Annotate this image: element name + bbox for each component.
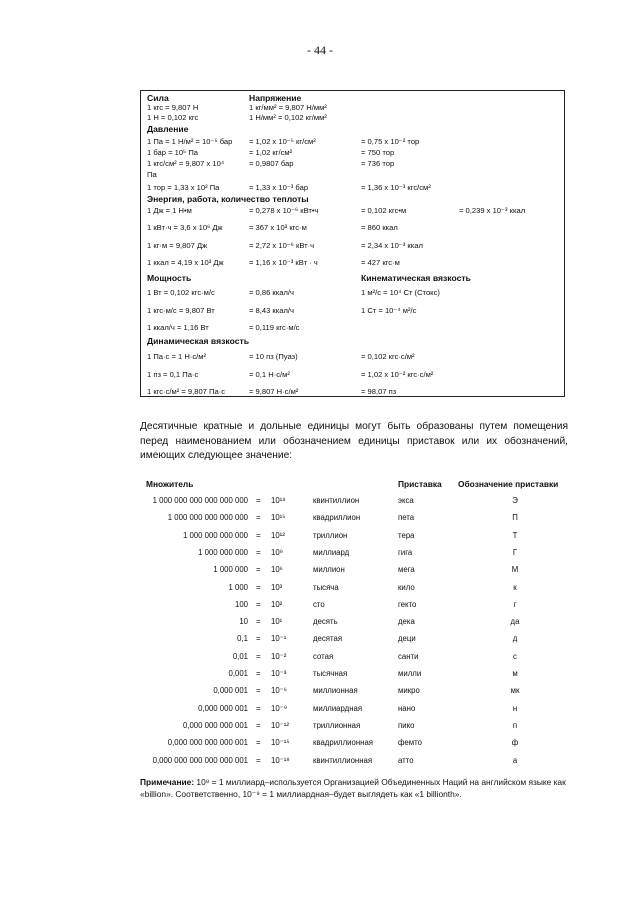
prefix-cell: дека <box>398 617 415 627</box>
multiplier-cell: 1 000 000 <box>213 565 248 575</box>
power-cell: 10⁹ <box>271 547 284 557</box>
conversion-cell: = 0,119 кгс·м/с <box>249 323 300 332</box>
prefix-header: Приставка <box>398 479 442 489</box>
conversion-cell: 1 ккал/ч = 1,16 Вт <box>147 323 209 332</box>
conversion-cell: = 0,239 x 10⁻³ ккал <box>459 206 526 215</box>
conversion-cell: = 0,86 ккал/ч <box>249 288 294 297</box>
symbol-cell: м <box>512 669 518 678</box>
table-row <box>140 738 568 754</box>
symbol-cell: Г <box>512 547 518 557</box>
conversion-cell: = 2,34 x 10⁻³ ккал <box>361 241 423 250</box>
conversion-cell: 1 Па = 1 Н/м² = 10⁻⁵ бар <box>147 137 233 146</box>
conversion-cell: 1 кг/мм² = 9,807 Н/мм² <box>249 103 327 112</box>
symbol-cell: с <box>513 651 517 661</box>
multiplier-cell: 1 000 000 000 000 000 <box>167 513 248 523</box>
conversion-cell: 1 кВт·ч = 3,6 x 10⁶ Дж <box>147 223 223 232</box>
conversion-cell: = 1,02 кг/см² <box>249 148 293 157</box>
conversion-cell: 1 кгс·м/с = 9,807 Вт <box>147 306 215 315</box>
name-cell: десятая <box>313 634 343 644</box>
conversion-cell: 1 Вт = 0,102 кгс·м/с <box>147 288 215 297</box>
prefix-cell: милли <box>398 669 422 678</box>
equals-cell: = <box>256 547 261 557</box>
name-cell: сто <box>313 599 325 609</box>
prefix-cell: мега <box>398 565 415 575</box>
equals-cell: = <box>256 738 261 748</box>
name-cell: триллион <box>313 530 348 540</box>
equals-cell: = <box>256 599 261 609</box>
equals-cell: = <box>256 703 261 713</box>
multiplier-cell: 0,1 <box>237 634 248 644</box>
prefix-cell: гекто <box>398 599 417 609</box>
power-cell: 10⁻¹ <box>271 634 287 644</box>
prefix-cell: деци <box>398 634 416 644</box>
conversion-cell: = 1,02 x 10⁻² кгс·с/м² <box>361 370 434 379</box>
power-cell: 10² <box>271 599 283 609</box>
table-row <box>140 496 568 512</box>
multiplier-cell: 1 000 000 000 000 000 000 <box>152 496 248 505</box>
table-row <box>140 721 568 737</box>
conversion-cell: = 0,75 x 10⁻² тор <box>361 137 420 146</box>
table-row <box>140 669 568 685</box>
equals-cell: = <box>256 634 261 644</box>
prefix-cell: пико <box>398 720 415 730</box>
multiplier-header: Множитель <box>146 479 194 489</box>
multiplier-cell: 0,001 <box>228 669 248 678</box>
conversion-cell: = 1,33 x 10⁻³ бар <box>249 183 309 192</box>
intro-paragraph: Десятичные кратные и дольные единицы могут быть образованы путем помещения перед наименованием или обозначением единицы приставок или их обозначений, имеющих следующее значение: <box>140 421 568 461</box>
conversion-cell: 1 пз = 0,1 Па·с <box>147 370 199 379</box>
name-cell: квинтиллионная <box>313 755 373 765</box>
power-cell: 10⁶ <box>271 565 283 575</box>
symbol-cell: ф <box>511 738 519 748</box>
symbol-cell: к <box>513 582 517 592</box>
symbol-cell: Э <box>512 496 518 505</box>
power-cell: 10¹ <box>271 617 283 627</box>
table-row <box>140 756 568 772</box>
symbol-header: Обозначение приставки <box>458 479 559 489</box>
symbol-cell: н <box>512 703 518 713</box>
stress-header: Напряжение <box>249 93 302 103</box>
prefix-cell: кило <box>398 582 415 592</box>
conversion-cell: 1 Н = 0,102 кгс <box>147 113 199 122</box>
name-cell: десять <box>313 617 338 627</box>
prefix-cell: микро <box>398 686 420 696</box>
note-text: 10⁹ = 1 миллиард–используется Организацией Объединенных Наций на английском языке как «billion». Соответственно, 10⁻⁹ = 1 миллиардная–будет выглядеть как «1 billionth». <box>140 777 566 799</box>
name-cell: миллиард <box>313 547 350 557</box>
equals-cell: = <box>256 582 261 592</box>
prefix-cell: экса <box>398 496 414 505</box>
symbol-cell: Т <box>512 530 518 540</box>
symbol-cell: да <box>510 617 520 627</box>
conversion-cell: 1 Дж = 1 Н•м <box>147 206 192 215</box>
multiplier-cell: 0,000 001 <box>213 686 248 696</box>
table-row <box>140 652 568 668</box>
conversion-cell: = 98,07 пз <box>361 387 397 396</box>
kinematic-viscosity-header: Кинематическая вязкость <box>361 273 471 283</box>
equals-cell: = <box>256 530 261 540</box>
footnote <box>140 777 570 800</box>
conversion-cell: = 8,43 ккал/ч <box>249 306 294 315</box>
name-cell: тысяча <box>313 582 339 592</box>
conversion-cell: 1 Ст = 10⁻⁴ м²/с <box>361 306 417 315</box>
name-cell: квинтиллион <box>313 496 360 505</box>
prefix-cell: гига <box>398 547 413 557</box>
power-cell: 10¹⁸ <box>271 496 286 505</box>
prefix-cell: пета <box>398 513 415 523</box>
conversion-cell: 1 ккал = 4,19 x 10³ Дж <box>147 258 224 267</box>
conversion-cell: 1 тор = 1,33 x 10² Па <box>147 183 220 192</box>
multiplier-cell: 1 000 <box>228 582 248 592</box>
multiplier-cell: 0,000 000 000 000 000 001 <box>152 755 248 765</box>
name-cell: квадриллион <box>313 513 361 523</box>
page-number: - 44 - <box>307 43 333 57</box>
name-cell: триллионная <box>313 720 361 730</box>
table-row <box>140 617 568 633</box>
conversion-cell: = 1,16 x 10⁻³ кВт · ч <box>249 258 318 267</box>
power-cell: 10⁻² <box>271 651 287 661</box>
conversion-cell: = 1,02 x 10⁻⁵ кг/см² <box>249 137 316 146</box>
conversion-cell: = 0,9807 бар <box>249 159 294 168</box>
table-row <box>140 531 568 547</box>
conversion-cell: = 367 x 10³ кгс·м <box>249 223 307 232</box>
conversion-cell: 1 Па·с = 1 Н·с/м² <box>147 352 206 361</box>
equals-cell: = <box>256 651 261 661</box>
conversion-cell: 1 бар = 10⁵ Па <box>147 148 198 157</box>
table-row <box>140 704 568 720</box>
power-cell: 10⁻⁹ <box>271 703 288 713</box>
symbol-cell: М <box>511 565 519 575</box>
conversion-cell: = 0,102 кгс•м <box>361 206 407 215</box>
power-cell: 10⁻¹² <box>271 720 289 730</box>
conversion-cell: = 2,72 x 10⁻⁶ кВт·ч <box>249 241 315 250</box>
conversion-cell: 1 м²/с = 10⁴ Ст (Стокс) <box>361 288 440 297</box>
conversion-cell: 1 кгс·с/м² = 9,807 Па·с <box>147 387 226 396</box>
prefix-cell: атто <box>398 755 414 765</box>
symbol-cell: г <box>513 599 517 609</box>
equals-cell: = <box>256 617 261 627</box>
power-header: Мощность <box>147 273 192 283</box>
equals-cell: = <box>256 513 261 523</box>
prefix-cell: фемто <box>398 738 422 748</box>
symbol-cell: П <box>512 513 518 523</box>
table-row <box>140 600 568 616</box>
multiplier-cell: 100 <box>234 599 248 609</box>
symbol-cell: п <box>512 720 518 730</box>
conversion-cell: 1 кг·м = 9,807 Дж <box>147 241 208 250</box>
note-label: Примечание: <box>140 777 195 787</box>
prefix-cell: тера <box>398 530 415 540</box>
multiplier-cell: 0,000 000 000 000 001 <box>167 738 248 748</box>
conversion-cell: = 10 пз (Пуаз) <box>249 352 298 361</box>
name-cell: миллион <box>313 565 345 575</box>
multiplier-cell: 10 <box>239 617 248 627</box>
multiplier-cell: 0,01 <box>232 651 248 661</box>
conversion-cell: 1 кгс = 9,807 Н <box>147 103 199 112</box>
power-cell: 10³ <box>271 582 283 592</box>
multiplier-cell: 0,000 000 000 001 <box>182 720 248 730</box>
conversion-cell: = 9,807 Н·с/м² <box>249 387 299 396</box>
symbol-cell: мк <box>510 686 520 696</box>
multiplier-cell: 1 000 000 000 <box>198 547 248 557</box>
name-cell: квадриллионная <box>313 738 374 748</box>
conversion-cell: = 1,36 x 10⁻³ кгс/см² <box>361 183 431 192</box>
conversion-cell: = 750 тор <box>361 148 395 157</box>
name-cell: сотая <box>313 651 334 661</box>
conversion-cell: = 0,102 кгс·с/м² <box>361 352 415 361</box>
power-cell: 10⁻¹⁵ <box>271 738 290 748</box>
multiplier-cell: 1 000 000 000 000 <box>182 530 248 540</box>
prefix-cell: нано <box>398 703 416 713</box>
table-row <box>140 686 568 702</box>
table-row <box>140 583 568 599</box>
unit-conversion-table <box>140 90 565 397</box>
equals-cell: = <box>256 755 261 765</box>
conversion-cell: 1 Н/мм² = 0,102 кг/мм² <box>249 113 327 122</box>
table-row <box>140 548 568 564</box>
prefix-cell: санти <box>398 651 419 661</box>
equals-cell: = <box>256 720 261 730</box>
conversion-cell: = 0,278 x 10⁻⁶ кВт•ч <box>249 206 319 215</box>
energy-header: Энергия, работа, количество теплоты <box>147 194 309 204</box>
table-row <box>140 513 568 529</box>
equals-cell: = <box>256 565 261 575</box>
power-cell: 10¹² <box>271 530 285 540</box>
conversion-cell: = 736 тор <box>361 159 395 168</box>
conversion-cell: = 427 кгс·м <box>361 258 400 267</box>
equals-cell: = <box>256 496 261 505</box>
power-cell: 10⁻⁶ <box>271 686 287 696</box>
table-row <box>140 634 568 650</box>
name-cell: миллиардная <box>313 703 363 713</box>
equals-cell: = <box>256 686 261 696</box>
power-cell: 10⁻¹⁸ <box>271 755 290 765</box>
equals-cell: = <box>256 669 261 678</box>
force-header: Сила <box>147 93 169 103</box>
conversion-cell: 1 кгс/см² = 9,807 x 10⁴ <box>147 159 225 168</box>
multiplier-cell: 0,000 000 001 <box>198 703 248 713</box>
pressure-header: Давление <box>147 124 189 134</box>
table-row <box>140 565 568 581</box>
dynamic-viscosity-header: Динамическая вязкость <box>147 336 249 346</box>
name-cell: тысячная <box>313 669 348 678</box>
name-cell: миллионная <box>313 686 358 696</box>
conversion-cell: Па <box>147 170 157 179</box>
symbol-cell: а <box>512 755 518 765</box>
conversion-cell: = 860 ккал <box>361 223 398 232</box>
power-cell: 10⁻³ <box>271 669 287 678</box>
power-cell: 10¹⁵ <box>271 513 286 523</box>
symbol-cell: д <box>512 634 518 644</box>
conversion-cell: = 0,1 Н·с/м² <box>249 370 290 379</box>
